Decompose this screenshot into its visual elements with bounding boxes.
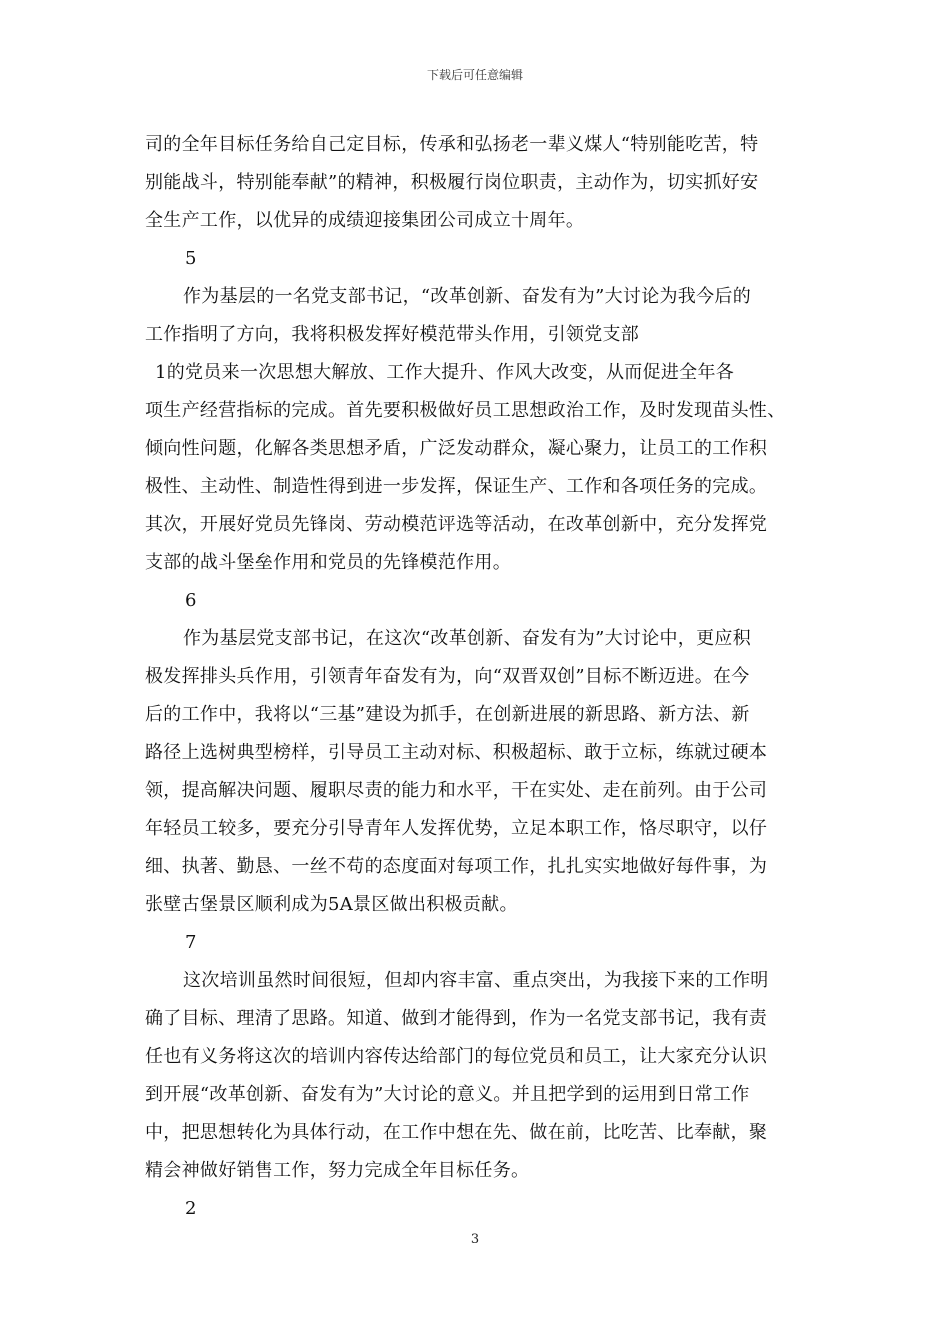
page-number: 3 xyxy=(470,1232,480,1247)
section-number: 6 xyxy=(185,590,197,611)
text-line: 任也有义务将这次的培训内容传达给部门的每位党员和员工，让大家充分认识 xyxy=(145,1046,768,1067)
text-line: 到开展“改革创新、奋发有为”大讨论的意义。并且把学到的运用到日常工作 xyxy=(145,1084,750,1105)
text-line: 全生产工作，以优异的成绩迎接集团公司成立十周年。 xyxy=(145,210,585,231)
text-line: 路径上选树典型榜样，引导员工主动对标、积极超标、敢于立标，练就过硬本 xyxy=(145,742,768,763)
text-line: 其次，开展好党员先锋岗、劳动模范评选等活动，在改革创新中，充分发挥党 xyxy=(145,514,768,535)
text-line: 细、执著、勤恳、一丝不苟的态度面对每项工作，扎扎实实地做好每件事，为 xyxy=(145,856,768,877)
document-body xyxy=(145,126,809,1228)
text-line: 精会神做好销售工作，努力完成全年目标任务。 xyxy=(145,1160,530,1181)
text-line: 极性、主动性、制造性得到进一步发挥，保证生产、工作和各项任务的完成。 xyxy=(145,476,768,497)
text-line: 项生产经营指标的完成。首先要积极做好员工思想政治工作，及时发现苗头性、 xyxy=(145,400,786,421)
section-number: 2 xyxy=(185,1198,197,1219)
text-line: 工作指明了方向，我将积极发挥好模范带头作用，引领党支部 xyxy=(145,324,640,345)
section-number: 5 xyxy=(185,248,197,269)
section-number: 7 xyxy=(185,932,197,953)
text-line: 别能战斗，特别能奉献”的精神，积极履行岗位职责，主动作为，切实抓好安 xyxy=(145,172,759,193)
text-line: 倾向性问题，化解各类思想矛盾，广泛发动群众，凝心聚力，让员工的工作积 xyxy=(145,438,768,459)
text-line: 支部的战斗堡垒作用和党员的先锋模范作用。 xyxy=(145,552,511,573)
text-line: 极发挥排头兵作用，引领青年奋发有为，向“双晋双创”目标不断迈进。在今 xyxy=(145,666,750,687)
text-line: 领，提高解决问题、履职尽责的能力和水平，干在实处、走在前列。由于公司 xyxy=(145,780,768,801)
paragraph-first-line: 这次培训虽然时间很短，但却内容丰富、重点突出，为我接下来的工作明 xyxy=(183,970,769,991)
paragraph-first-line: 作为基层党支部书记，在这次“改革创新、奋发有为”大讨论中，更应积 xyxy=(183,628,752,649)
text-line: 后的工作中，我将以“三基”建设为抓手，在创新进展的新思路、新方法、新 xyxy=(145,704,750,725)
text-line: 确了目标、理清了思路。知道、做到才能得到，作为一名党支部书记，我有责 xyxy=(145,1008,768,1029)
page-header: 下载后可任意编辑 xyxy=(426,68,523,82)
text-line: 中，把思想转化为具体行动，在工作中想在先、做在前，比吃苦、比奉献，聚 xyxy=(145,1122,768,1143)
text-line: 张壁古堡景区顺利成为5A景区做出积极贡献。 xyxy=(145,894,518,915)
paragraph-first-line: 作为基层的一名党支部书记，“改革创新、奋发有为”大讨论为我今后的 xyxy=(183,286,752,307)
text-line: 1的党员来一次思想大解放、工作大提升、作风大改变，从而促进全年各 xyxy=(155,362,735,383)
text-line: 年轻员工较多，要充分引导青年人发挥优势，立足本职工作，恪尽职守，以仔 xyxy=(145,818,768,839)
text-line: 司的全年目标任务给自己定目标，传承和弘扬老一辈义煤人“特别能吃苦，特 xyxy=(145,134,759,155)
